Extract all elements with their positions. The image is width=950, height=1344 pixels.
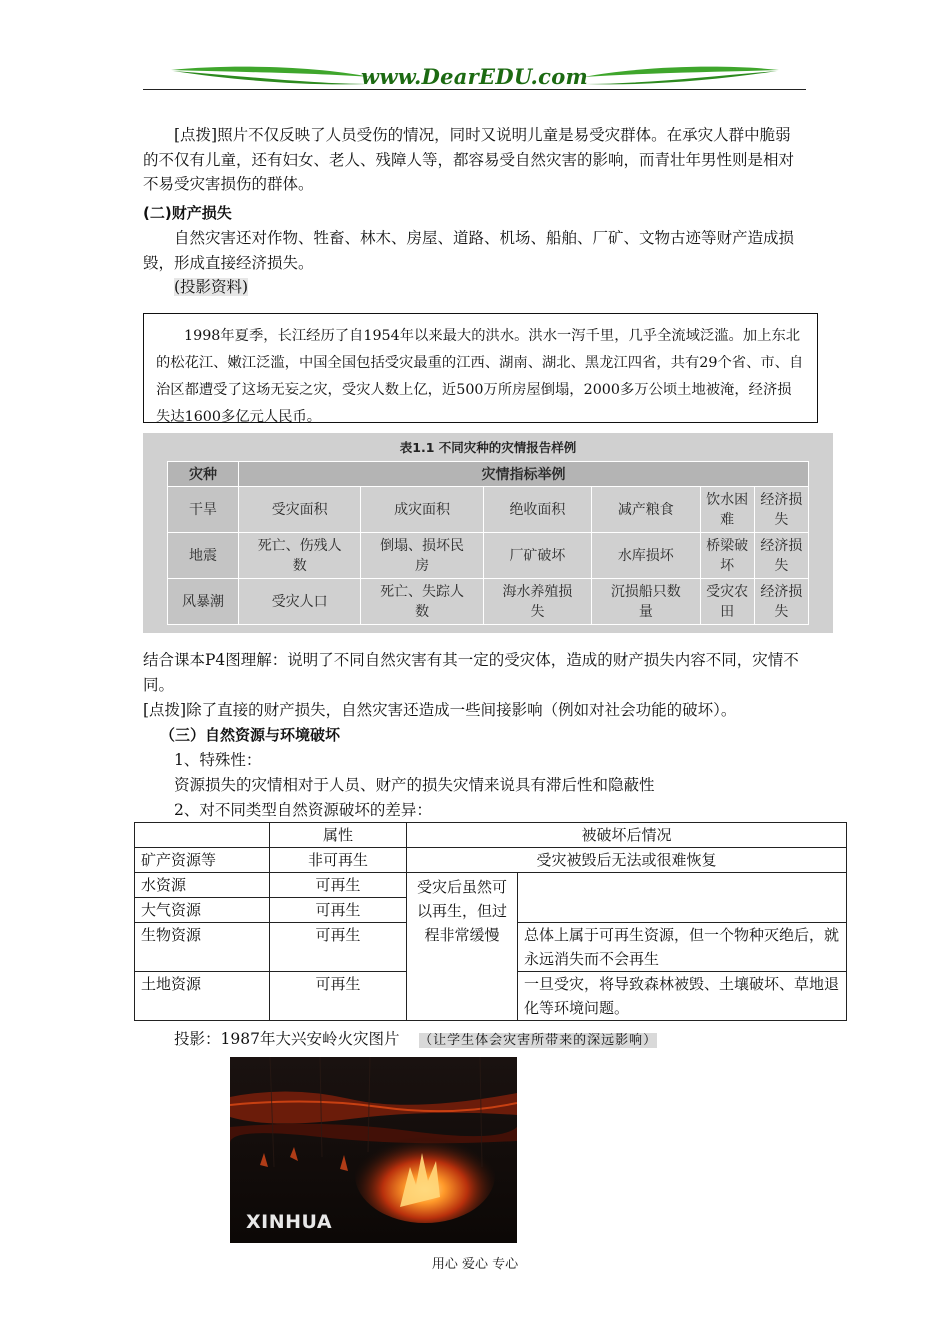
paragraph-property: 自然灾害还对作物、牲畜、林木、房屋、道路、机场、船舶、厂矿、文物古迹等财产造成损毁，形成直接经济损失。 (143, 229, 795, 272)
scan-row-name: 风暴潮 (168, 579, 239, 625)
site-title: www.DearEDU.com (360, 64, 589, 89)
resource-name: 大气资源 (135, 898, 270, 923)
scan-cell: 经济损失 (754, 487, 808, 533)
scan-cell: 倒塌、损坏民房 (361, 533, 483, 579)
scan-cell: 受灾农田 (700, 579, 754, 625)
table-row (168, 579, 809, 625)
projection-photo-note: （让学生体会灾害所带来的深远影响） (419, 1033, 658, 1048)
resource-attribute: 非可再生 (270, 848, 407, 873)
paragraph-tip-1: [点拨]照片不仅反映了人员受伤的情况，同时又说明儿童是易受灾群体。在承灾人群中脆弱的不仅有儿童，还有妇女、老人、残障人等，都容易受自然灾害的影响，而青壮年男性则是相对不易受灾害损伤的群体。 (143, 126, 795, 193)
empty-after-cell (518, 873, 847, 923)
scan-cell: 水库损坏 (592, 533, 700, 579)
list-item-1: 1、特殊性： (174, 751, 262, 769)
list-item-2: 2、对不同类型自然资源破坏的差异： (174, 801, 432, 819)
scan-row-name: 地震 (168, 533, 239, 579)
resource-damage-table (134, 822, 847, 1021)
header-rule (143, 89, 806, 90)
list-item-1-text: 资源损失的灾情相对于人员、财产的损失灾情来说具有滞后性和隐蔽性 (174, 776, 655, 794)
scan-row-name: 干旱 (168, 487, 239, 533)
disaster-report-table-image (143, 433, 833, 633)
projection-label: (投影资料) (174, 278, 249, 296)
resource-attribute: 可再生 (270, 972, 407, 1021)
scan-table-title: 表1.1 不同灾种的灾情报告样例 (399, 440, 577, 455)
scan-cell: 死亡、伤残人数 (239, 533, 361, 579)
forest-fire-photo (230, 1057, 517, 1243)
scan-cell: 沉损船只数量 (592, 579, 700, 625)
scan-header-type: 灾种 (168, 462, 239, 487)
projection-photo-label: 投影：1987年大兴安岭火灾图片 (174, 1030, 400, 1048)
table-row (135, 823, 847, 848)
resource-after: 总体上属于可再生资源，但一个物种灭绝后，就永远消失而不会再生 (518, 923, 847, 972)
resource-name: 矿产资源等 (135, 848, 270, 873)
projection-photo-caption (174, 1027, 657, 1054)
scan-cell: 绝收面积 (483, 487, 591, 533)
resource-attribute: 可再生 (270, 923, 407, 972)
scan-cell: 受灾面积 (239, 487, 361, 533)
section-heading-resources: （三）自然资源与环境破坏 (160, 726, 341, 744)
resource-name: 水资源 (135, 873, 270, 898)
scan-cell: 饮水困难 (700, 487, 754, 533)
scan-cell: 经济损失 (754, 533, 808, 579)
paragraph-textbook-note: 结合课本P4图理解：说明了不同自然灾害有其一定的受灾体，造成的财产损失内容不同，灾情不同。 (143, 651, 799, 694)
scan-cell: 经济损失 (754, 579, 808, 625)
scan-cell: 桥梁破坏 (700, 533, 754, 579)
photo-watermark: XINHUA (246, 1211, 333, 1233)
resource-name: 生物资源 (135, 923, 270, 972)
paragraph-tip-2: [点拨]除了直接的财产损失，自然灾害还造成一些间接影响（例如对社会功能的破坏）。 (143, 701, 737, 719)
scan-cell: 厂矿破坏 (483, 533, 591, 579)
flood-material-box: 1998年夏季，长江经历了自1954年以来最大的洪水。洪水一泻千里，几乎全流域泛滥。加上东北的松花江、嫩江泛滥，中国全国包括受灾最重的江西、湖南、湖北、黑龙江四省，共有29个省、市、自治区都遭受了这场无妄之灾，受灾人数上亿，近500万所房屋倒塌，2000多万公顷土地被淹，经济损失达1600多亿元人民币。 (143, 313, 818, 423)
table-row (135, 873, 847, 898)
scan-cell: 受灾人口 (239, 579, 361, 625)
scan-header-indicators: 灾情指标举例 (239, 462, 809, 487)
resource-attribute: 可再生 (270, 898, 407, 923)
resource-attribute: 可再生 (270, 873, 407, 898)
scan-cell: 海水养殖损失 (483, 579, 591, 625)
section-heading-property: (二)财产损失 (143, 204, 232, 222)
table-row (168, 533, 809, 579)
page-footer: 用心 爱心 专心 (431, 1257, 519, 1272)
table-row (168, 487, 809, 533)
scan-cell: 减产粮食 (592, 487, 700, 533)
resource-after: 受灾被毁后无法或很难恢复 (407, 848, 847, 873)
header-after-damage: 被破坏后情况 (407, 823, 847, 848)
table-corner-cell (135, 823, 270, 848)
table-row (135, 848, 847, 873)
scan-cell: 成灾面积 (361, 487, 483, 533)
resource-after: 一旦受灾，将导致森林被毁、土壤破坏、草地退化等环境问题。 (518, 972, 847, 1021)
merged-after-cell: 受灾后虽然可以再生，但过程非常缓慢 (407, 873, 518, 1021)
scan-cell: 死亡、失踪人数 (361, 579, 483, 625)
disaster-report-table (167, 461, 809, 625)
header-attribute: 属性 (270, 823, 407, 848)
site-header (143, 62, 806, 92)
resource-name: 土地资源 (135, 972, 270, 1021)
